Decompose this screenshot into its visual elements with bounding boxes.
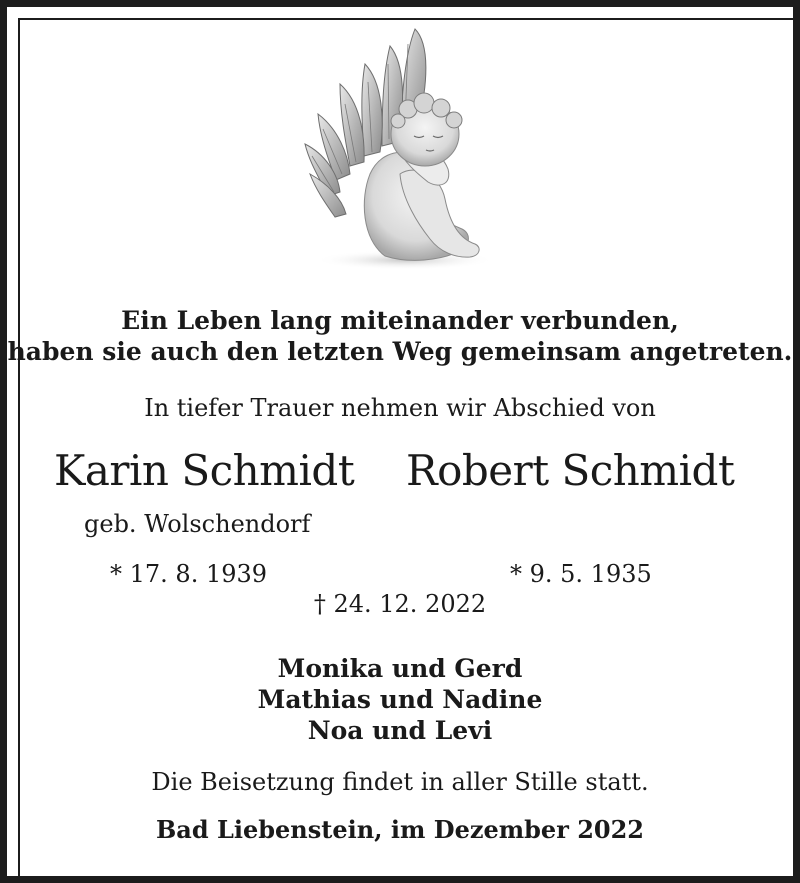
deceased-name-robert: Robert Schmidt (406, 446, 735, 495)
death-date: † 24. 12. 2022 (313, 590, 487, 618)
place-date: Bad Liebenstein, im Dezember 2022 (156, 815, 644, 844)
family-line-1: Monika und Gerd (277, 654, 523, 683)
sleeping-angel-icon (290, 24, 500, 274)
intro-text: In tiefer Trauer nehmen wir Abschied von (144, 394, 656, 422)
birth-date-robert: * 9. 5. 1935 (510, 560, 652, 588)
birth-date-karin: * 17. 8. 1939 (110, 560, 268, 588)
maiden-name: geb. Wolschendorf (84, 510, 311, 538)
verse-line-2: haben sie auch den letzten Weg gemeinsam angetreten. (7, 337, 793, 366)
verse-line-1: Ein Leben lang miteinander verbunden, (121, 306, 679, 335)
family-line-2: Mathias und Nadine (257, 685, 543, 714)
deceased-name-karin: Karin Schmidt (54, 446, 355, 495)
burial-note: Die Beisetzung findet in aller Stille statt. (151, 768, 649, 796)
family-line-3: Noa und Levi (307, 716, 493, 745)
